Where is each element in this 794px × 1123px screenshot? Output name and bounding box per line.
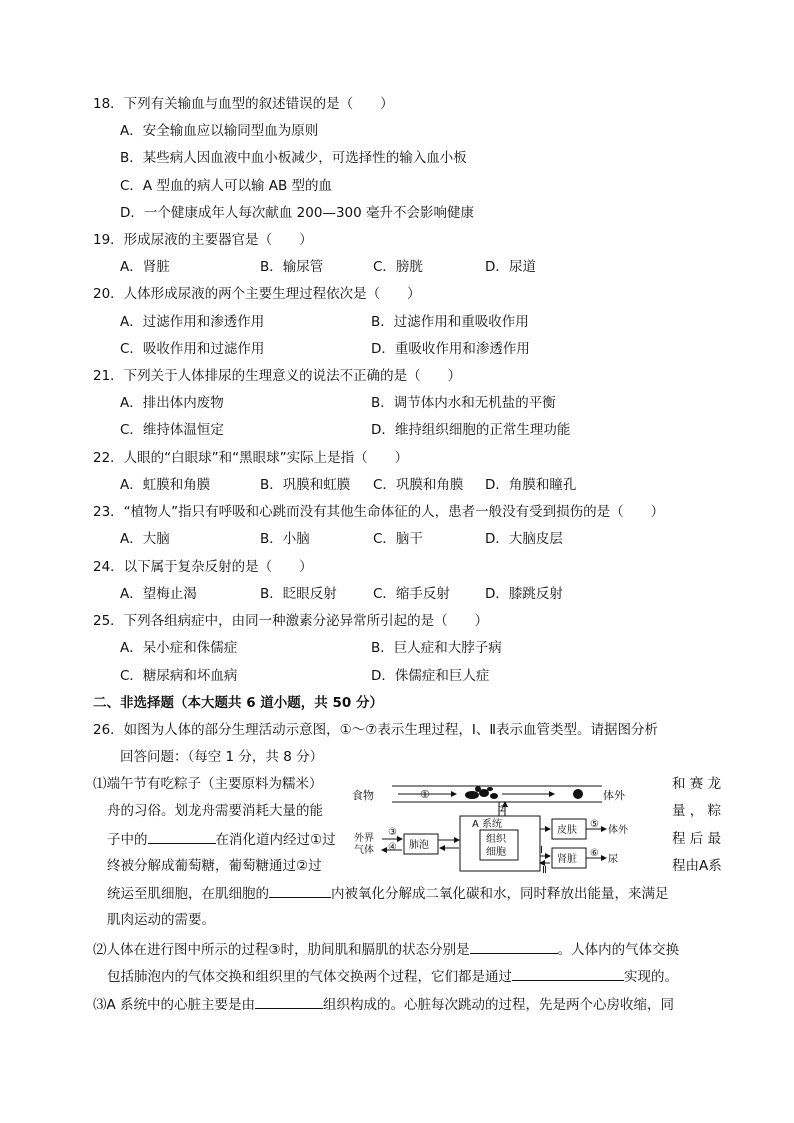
q25-option-b: B．巨人症和大脖子病 (371, 640, 502, 656)
question-18-stem: 18．下列有关输血与血型的叙述错误的是（ ） (93, 96, 394, 112)
q26-p1-line6: 肌肉运动的需要。 (107, 912, 215, 928)
q23-option-a: A．大脑 (120, 531, 170, 547)
section-2-title: 二、非选择题（本大题共 6 道小题，共 50 分） (93, 695, 383, 711)
q26-p2-line2-text-b: 实现的。 (624, 969, 678, 985)
q26-p1-line1: ⑴端午节有吃粽子（主要原料为糯米） (93, 776, 323, 792)
q26-p1-line2: 舟的习俗。划龙舟需要消耗大量的能 (107, 803, 323, 819)
answer-blank-2[interactable] (269, 883, 331, 898)
label-n2: ② (498, 805, 507, 815)
q26-p1-line5 (107, 883, 669, 904)
label-external-2: 气体 (354, 845, 374, 856)
label-n3: ③ (388, 827, 397, 838)
label-vessel-2: Ⅱ (542, 865, 547, 876)
question-19-stem: 19．形成尿液的主要器官是（ ） (93, 232, 313, 248)
q26-p1-line2-right: 量 ， 粽 (672, 803, 722, 819)
q26-p1-line3 (107, 829, 336, 850)
residue-dot-icon (573, 789, 583, 799)
question-22-stem: 22．人眼的“白眼球”和“黑眼球”实际上是指（ ） (93, 450, 409, 466)
q26-p2-line1 (93, 939, 679, 960)
q26-p3-line1-text-b: 组织构成的。心脏每次跳动的过程，先是两个心房收缩，同 (323, 997, 675, 1013)
label-external-1: 外界 (354, 833, 374, 844)
question-24-stem: 24．以下属于复杂反射的是（ ） (93, 559, 313, 575)
label-outside-2: 体外 (608, 825, 628, 836)
q22-option-d: D．角膜和瞳孔 (485, 477, 577, 493)
q21-option-d: D．维持组织细胞的正常生理功能 (371, 422, 571, 438)
q26-p2-line1-text-a: ⑵人体在进行图中所示的过程③时，肋间肌和膈肌的状态分别是 (93, 942, 470, 958)
answer-blank-5[interactable] (255, 994, 323, 1009)
q26-p1-line4-right: 程由A系 (672, 858, 722, 874)
question-21-stem: 21．下列关于人体排尿的生理意义的说法不正确的是（ ） (93, 368, 462, 384)
q25-option-a: A．呆小症和侏儒症 (120, 640, 238, 656)
question-23-stem: 23．“植物人”指只有呼吸和心跳而没有其他生命体征的人，患者一般没有受到损伤的是（ ） (93, 504, 665, 520)
q20-option-b: B．过滤作用和重吸收作用 (371, 314, 529, 330)
q23-option-d: D．大脑皮层 (485, 531, 563, 547)
q21-option-b: B．调节体内水和无机盐的平衡 (371, 395, 556, 411)
q19-option-c: C．膀胱 (373, 259, 423, 275)
q24-option-a: A．望梅止渴 (120, 586, 197, 602)
question-25-stem: 25．下列各组病症中，由同一种激素分泌异常所引起的是（ ） (93, 613, 489, 629)
q26-p3-line1-text-a: ⑶A 系统中的心脏主要是由 (93, 997, 256, 1013)
q23-option-c: C．脑干 (373, 531, 423, 547)
q24-option-b: B．眨眼反射 (260, 586, 337, 602)
q26-p1-line3-text-a: 子中的 (107, 832, 148, 848)
question-26-stem-cont: 回答问题：（每空 1 分，共 8 分） (120, 749, 324, 765)
label-a-system: A 系统 (472, 819, 503, 830)
q19-option-b: B．输尿管 (260, 259, 324, 275)
label-kidney: 肾脏 (557, 854, 577, 865)
q26-p2-line2 (107, 966, 678, 987)
intestinal-villi-icon (465, 786, 498, 799)
q22-option-b: B．巩膜和虹膜 (260, 477, 351, 493)
q18-option-a: A．安全输血应以输同型血为原则 (120, 123, 319, 139)
label-outside-1: 体外 (603, 789, 625, 802)
q23-option-b: B．小脑 (260, 531, 310, 547)
q18-option-d: D．一个健康成年人每次献血 200—300 毫升不会影响健康 (120, 205, 475, 221)
answer-blank-3[interactable] (470, 939, 558, 954)
q21-option-c: C．维持体温恒定 (120, 422, 224, 438)
label-vessel-1: Ⅰ (540, 845, 543, 856)
q26-p2-line1-text-b: 。人体内的气体交换 (557, 942, 680, 958)
q20-option-c: C．吸收作用和过滤作用 (120, 341, 265, 357)
q26-p1-line3-text-b: 在消化道内经过①过 (215, 832, 336, 848)
q26-p1-line5-text-a: 统运至肌细胞，在肌细胞的 (107, 886, 269, 902)
q25-option-c: C．糖尿病和坏血病 (120, 668, 238, 684)
q18-option-c: C．A 型血的病人可以输 AB 型的血 (120, 178, 333, 194)
q26-p3-line1 (93, 994, 674, 1015)
q19-option-d: D．尿道 (485, 259, 536, 275)
answer-blank-1[interactable] (148, 829, 216, 844)
label-alveoli: 肺泡 (409, 840, 429, 851)
question-20-stem: 20．人体形成尿液的两个主要生理过程依次是（ ） (93, 286, 421, 302)
q19-option-a: A．肾脏 (120, 259, 170, 275)
q20-option-a: A．过滤作用和渗透作用 (120, 314, 265, 330)
label-n1: ① (420, 788, 430, 801)
q26-p1-line1-right: 和 赛 龙 (672, 776, 722, 792)
label-n4: ④ (388, 842, 397, 853)
label-food: 食物 (352, 789, 374, 802)
question-26-stem: 26．如图为人体的部分生理活动示意图，①～⑦表示生理过程，Ⅰ、Ⅱ表示血管类型。请据图分析 (93, 722, 659, 738)
q22-option-a: A．虹膜和角膜 (120, 477, 211, 493)
answer-blank-4[interactable] (512, 966, 624, 981)
q26-p1-line4: 终被分解成葡萄糖，葡萄糖通过②过 (107, 858, 322, 874)
q26-p1-line5-text-b: 内被氧化分解成二氧化碳和水，同时释放出能量，来满足 (331, 886, 669, 902)
label-tissue-1: 组织 (486, 834, 506, 845)
q26-p1-line3-right: 程 后 最 (672, 831, 722, 847)
q20-option-d: D．重吸收作用和渗透作用 (371, 341, 530, 357)
label-n5: ⑤ (590, 819, 599, 830)
label-skin: 皮肤 (557, 825, 577, 836)
q24-option-c: C．缩手反射 (373, 586, 450, 602)
label-tissue-2: 细胞 (486, 847, 506, 858)
q21-option-a: A．排出体内废物 (120, 395, 224, 411)
label-n6: ⑥ (590, 848, 599, 859)
q22-option-c: C．巩膜和角膜 (373, 477, 464, 493)
q26-p2-line2-text-a: 包括肺泡内的气体交换和组织里的气体交换两个过程，它们都是通过 (107, 969, 512, 985)
label-urine: 尿 (608, 854, 618, 865)
q24-option-d: D．膝跳反射 (485, 586, 563, 602)
physiology-diagram (352, 776, 660, 876)
q18-option-b: B．某些病人因血液中血小板减少，可选择性的输入血小板 (120, 150, 467, 166)
q25-option-d: D．侏儒症和巨人症 (371, 668, 490, 684)
